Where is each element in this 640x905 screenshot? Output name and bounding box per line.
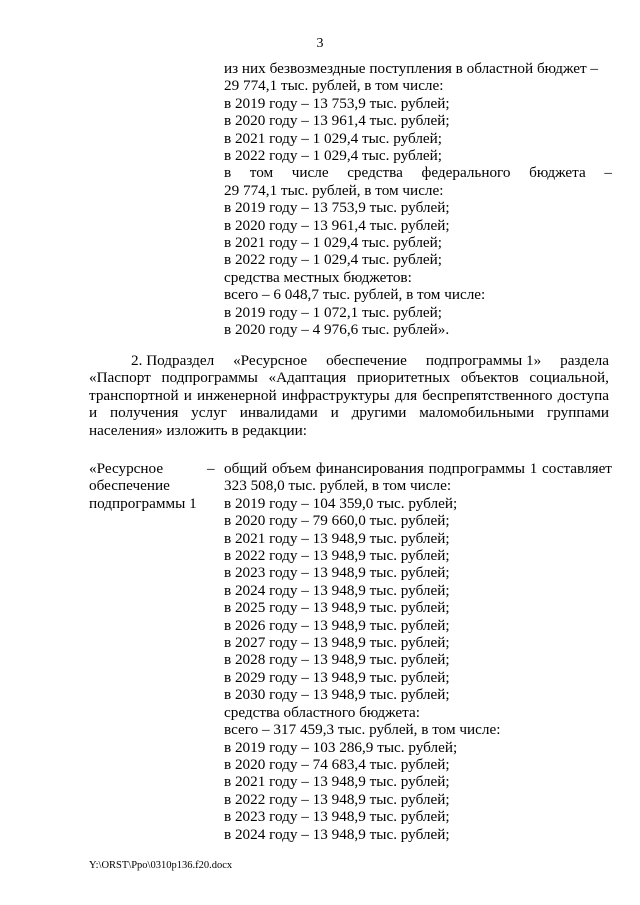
- paragraph-line: [89, 387, 609, 404]
- text-line: в 2020 году – 79 660,0 тыс. рублей;: [224, 512, 450, 530]
- text-line: в 2021 году – 13 948,9 тыс. рублей;: [224, 773, 450, 791]
- word: составляет: [542, 460, 612, 477]
- word: в: [224, 164, 232, 182]
- word: и: [89, 404, 98, 422]
- text-line: в 2027 году – 13 948,9 тыс. рублей;: [224, 634, 450, 652]
- text-line: в 2021 году – 13 948,9 тыс. рублей;: [224, 529, 450, 547]
- text-line: всего – 6 048,7 тыс. рублей, в том числе:: [224, 286, 486, 304]
- word: бюджета: [529, 164, 586, 182]
- word: обеспечение: [326, 352, 407, 369]
- text-line: [224, 60, 612, 77]
- budget-text-block: [224, 60, 612, 339]
- text-line: в 2028 году – 13 948,9 тыс. рублей;: [224, 651, 450, 669]
- word: приоритетных: [356, 369, 451, 387]
- text-line: в 2022 году – 13 948,9 тыс. рублей;: [224, 790, 450, 808]
- word: инженерной: [197, 386, 277, 404]
- word: и: [183, 386, 192, 404]
- word: объектов: [460, 369, 519, 387]
- text-line: в 2029 году – 13 948,9 тыс. рублей;: [224, 668, 450, 686]
- paragraph-line: населения» изложить в редакции:: [89, 421, 307, 439]
- text-line: в 2021 году – 1 029,4 тыс. рублей;: [224, 129, 442, 147]
- word: федерального: [421, 164, 511, 182]
- word: «Ресурсное: [233, 352, 308, 369]
- text-line: в 2020 году – 13 961,4 тыс. рублей;: [224, 112, 450, 130]
- text-line: в 2023 году – 13 948,9 тыс. рублей;: [224, 564, 450, 582]
- word: маломобильными: [419, 404, 535, 422]
- text-line: в 2019 году – 13 753,9 тыс. рублей;: [224, 94, 450, 112]
- text-line: 323 508,0 тыс. рублей, в том числе:: [224, 477, 452, 495]
- word: 1: [529, 460, 538, 477]
- word: объем: [272, 460, 312, 477]
- text-line: в 2019 году – 13 753,9 тыс. рублей;: [224, 199, 450, 217]
- file-path-footer: Y:\ORST\Ppo\0310p136.f20.docx: [89, 860, 233, 871]
- word: доступа: [557, 386, 609, 404]
- paragraph-line: [89, 404, 609, 421]
- word: «Паспорт: [89, 369, 151, 387]
- word: беспрепятственного: [422, 386, 553, 404]
- word: получения: [109, 404, 179, 422]
- text-line: в 2020 году – 13 961,4 тыс. рублей;: [224, 216, 450, 234]
- word: 2. Подраздел: [131, 352, 215, 369]
- text-line: в 2020 году – 74 683,4 тыс. рублей;: [224, 755, 450, 773]
- word: транспортной: [89, 386, 179, 404]
- word: «Адаптация: [268, 369, 347, 387]
- financing-text-block: [224, 460, 612, 843]
- text-line: всего – 317 459,3 тыс. рублей, в том числе:: [224, 721, 501, 739]
- text-line: средства местных бюджетов:: [224, 268, 412, 286]
- word: инфраструктуры: [281, 386, 390, 404]
- word: –: [604, 164, 612, 182]
- word: средства: [347, 164, 403, 182]
- word: социальной,: [529, 369, 609, 387]
- text-line: [224, 460, 612, 477]
- text-line: в 2021 году – 1 029,4 тыс. рублей;: [224, 234, 442, 252]
- word: том: [249, 164, 274, 182]
- text-line: средства областного бюджета:: [224, 703, 420, 721]
- word: и: [330, 404, 339, 422]
- text-line: в 2030 году – 13 948,9 тыс. рублей;: [224, 686, 450, 704]
- word: группами: [547, 404, 609, 422]
- label-line: подпрограммы 1: [89, 494, 197, 512]
- word: подпрограммы 1»: [425, 352, 542, 369]
- section-label: [89, 460, 209, 512]
- label-line: обеспечение: [89, 477, 170, 495]
- text-line: в 2022 году – 1 029,4 тыс. рублей;: [224, 251, 442, 269]
- text-line: в 2019 году – 103 286,9 тыс. рублей;: [224, 738, 458, 756]
- word: для: [394, 386, 418, 404]
- word: инвалидами: [239, 404, 318, 422]
- paragraph-line: [89, 369, 609, 386]
- word: услуг: [191, 404, 227, 422]
- text-line: в 2024 году – 13 948,9 тыс. рублей;: [224, 581, 450, 599]
- word: числе: [291, 164, 329, 182]
- word: раздела: [560, 352, 609, 369]
- word: подпрограммы: [428, 460, 525, 477]
- word: финансирования: [315, 460, 424, 477]
- text-line: в 2023 году – 13 948,9 тыс. рублей;: [224, 808, 450, 826]
- text-line: в 2022 году – 1 029,4 тыс. рублей;: [224, 147, 442, 165]
- amendment-paragraph: [89, 352, 609, 439]
- text-line: 29 774,1 тыс. рублей, в том числе:: [224, 77, 444, 95]
- text-fragment: из них безвозмездные поступления в областной бюджет –: [224, 60, 599, 77]
- text-line: в 2019 году – 104 359,0 тыс. рублей;: [224, 494, 458, 512]
- text-line: в 2020 году – 4 976,6 тыс. рублей».: [224, 321, 450, 339]
- text-line: в 2024 году – 13 948,9 тыс. рублей;: [224, 825, 450, 843]
- text-line: в 2019 году – 1 072,1 тыс. рублей;: [224, 303, 442, 321]
- label-line: «Ресурсное: [89, 460, 164, 477]
- federal-funds-line: [224, 164, 612, 181]
- word: общий: [224, 460, 268, 477]
- page-number: 3: [316, 36, 324, 51]
- text-line: в 2025 году – 13 948,9 тыс. рублей;: [224, 599, 450, 617]
- word: другими: [351, 404, 407, 422]
- text-line: в 2026 году – 13 948,9 тыс. рублей;: [224, 616, 450, 634]
- word: подпрограммы: [161, 369, 258, 387]
- separator-dash: –: [207, 460, 215, 477]
- text-line: в 2022 году – 13 948,9 тыс. рублей;: [224, 547, 450, 565]
- text-line: 29 774,1 тыс. рублей, в том числе:: [224, 181, 444, 199]
- paragraph-line: [89, 352, 609, 369]
